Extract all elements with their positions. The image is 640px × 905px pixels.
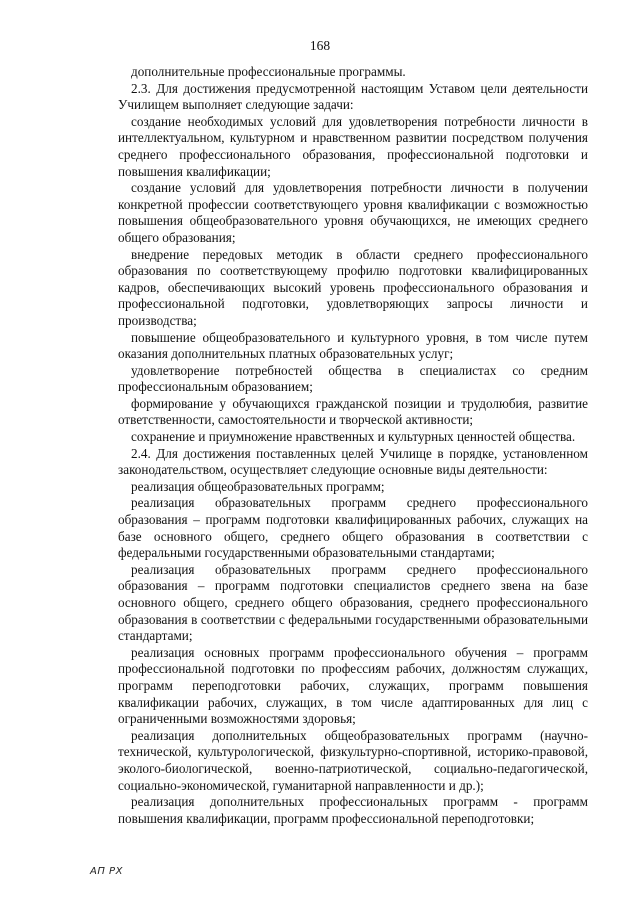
page-number: 168 — [309, 38, 331, 53]
paragraph-task-1: создание необходимых условий для удовлетворения потребности личности в интеллектуальном, культурном и нравственном развитии посредством получения среднего профессионального образования, профессиональной подготовки и повышения квалификации; — [118, 113, 588, 179]
paragraph-task-5: удовлетворение потребностей общества в специалистах со средним профессиональным образованием; — [118, 362, 588, 395]
paragraph-activity-5: реализация дополнительных общеобразовательных программ (научно-технической, культурологической, физкультурно-спортивной, историко-правовой, эколого-биологической, военно-патриотической, социально-педагогической, социально-экономической, гуманитарной направленности и др.); — [118, 727, 588, 793]
document-body — [118, 64, 588, 827]
paragraph-task-3: внедрение передовых методик в области среднего профессионального образования по соответствующему профилю подготовки квалифицированных кадров, обеспечивающих высокий уровень профессионального образования и профессиональной подготовки, удовлетворяющих запросы личности и производства; — [118, 246, 588, 328]
footer-stamp: АП РХ — [90, 866, 123, 877]
paragraph-task-6: формирование у обучающихся гражданской позиции и трудолюбия, развитие ответственности, самостоятельности и творческой активности; — [118, 395, 588, 428]
paragraph-task-4: повышение общеобразовательного и культурного уровня, в том числе путем оказания дополнительных платных образовательных услуг; — [118, 329, 588, 362]
paragraph-activity-2: реализация образовательных программ среднего профессионального образования – программ подготовки квалифицированных рабочих, служащих на базе основного общего, среднего общего образования в соответствии с федеральными государственными образовательными стандартами; — [118, 495, 588, 561]
paragraph-activity-3: реализация образовательных программ среднего профессионального образования – программ подготовки специалистов среднего звена на базе основного общего, среднего общего образования, среднего профессионального образования в соответствии с федеральными государственными образовательными стандартами; — [118, 561, 588, 644]
paragraph-task-7: сохранение и приумножение нравственных и культурных ценностей общества. — [131, 429, 576, 445]
paragraph-activity-6: реализация дополнительных профессиональных программ - программ повышения квалификации, программ профессиональной переподготовки; — [118, 794, 588, 826]
paragraph-section-2-4: 2.4. Для достижения поставленных целей Училище в порядке, установленном законодательством, осуществляет следующие основные виды деятельности: — [118, 445, 588, 478]
paragraph-activity-4: реализация основных программ профессионального обучения – программ профессиональной подготовки по профессиям рабочих, должностям служащих, программ переподготовки рабочих, служащих, программ повышения квалификации рабочих, служащих, в том числе адаптированных для лиц с ограниченными возможностями здоровья; — [118, 644, 588, 727]
paragraph-continuation: дополнительные профессиональные программы. — [131, 64, 406, 79]
paragraph-task-2: создание условий для удовлетворения потребности личности в получении конкретной профессии соответствующего уровня квалификации с возможностью повышения общеобразовательного уровня обучающихся, не имеющих среднего общего образования; — [118, 180, 588, 245]
paragraph-section-2-3: 2.3. Для достижения предусмотренной настоящим Уставом цели деятельности Училищем выполняет следующие задачи: — [118, 80, 588, 113]
paragraph-activity-1: реализация общеобразовательных программ; — [131, 478, 385, 494]
